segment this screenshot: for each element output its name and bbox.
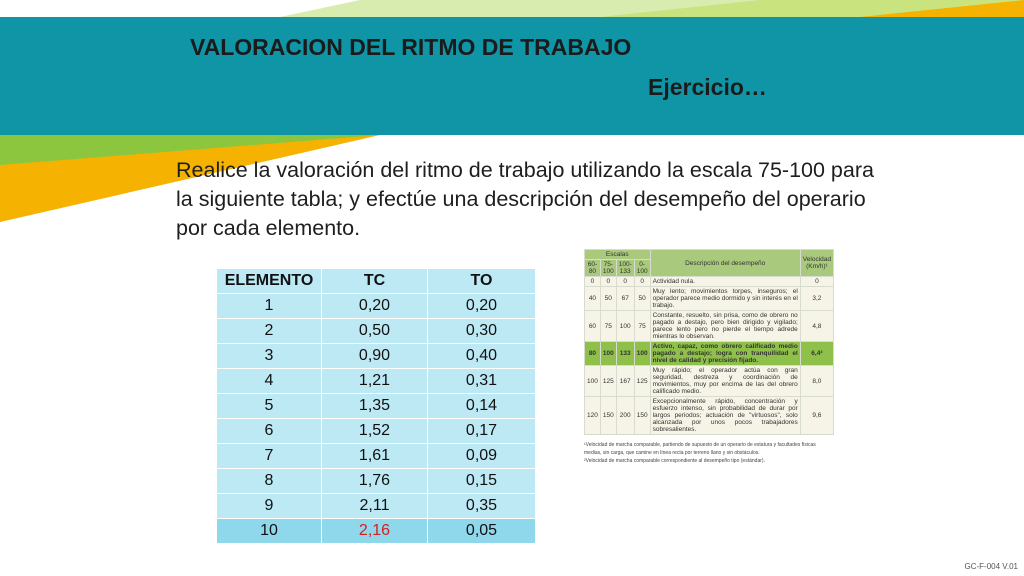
scale-cell: 120	[585, 397, 601, 435]
description-cell: Actividad nula.	[650, 277, 800, 287]
cell-to: 0,20	[428, 294, 536, 319]
cell-tc: 1,61	[322, 444, 428, 469]
cell-tc: 1,35	[322, 394, 428, 419]
cell-elemento: 2	[217, 319, 322, 344]
cell-to: 0,15	[428, 469, 536, 494]
cell-tc: 2,11	[322, 494, 428, 519]
cell-elemento: 10	[217, 519, 322, 544]
rating-scale-table	[584, 249, 834, 435]
cell-tc-highlighted: 2,16	[322, 519, 428, 544]
cell-elemento: 1	[217, 294, 322, 319]
scale-cell: 133	[616, 342, 634, 366]
description-cell: Muy rápido; el operador actúa con gran seguridad, destreza y coordinación de movimientos, muy por encima de las del obrero calificado medio.	[650, 366, 800, 397]
speed-cell: 9,6	[800, 397, 833, 435]
scale-header-100-133: 100-133	[616, 260, 634, 277]
scale-cell: 40	[585, 287, 601, 311]
cell-elemento: 6	[217, 419, 322, 444]
cell-tc: 0,90	[322, 344, 428, 369]
reference-scale-image	[584, 249, 834, 465]
speed-cell: 8,0	[800, 366, 833, 397]
scale-row	[585, 311, 834, 342]
scale-row	[585, 287, 834, 311]
elements-table	[216, 268, 536, 544]
scale-cell: 200	[616, 397, 634, 435]
cell-to: 0,05	[428, 519, 536, 544]
scale-header-60-80: 60-80	[585, 260, 601, 277]
table-row	[217, 344, 536, 369]
cell-to: 0,14	[428, 394, 536, 419]
scale-cell: 0	[585, 277, 601, 287]
scale-cell: 167	[616, 366, 634, 397]
scale-cell: 150	[634, 397, 650, 435]
scale-cell: 150	[600, 397, 616, 435]
slide-subtitle: Ejercicio…	[648, 74, 767, 100]
table-row	[217, 469, 536, 494]
description-header: Descripción del desempeño	[650, 250, 800, 277]
cell-elemento: 8	[217, 469, 322, 494]
cell-tc: 0,50	[322, 319, 428, 344]
scale-cell: 75	[634, 311, 650, 342]
description-cell: Activo, capaz, como obrero calificado medio pagado a destajo; logra con tranquilidad el nivel de calidad y precisión fijado.	[650, 342, 800, 366]
speed-cell: 0	[800, 277, 833, 287]
cell-elemento: 9	[217, 494, 322, 519]
speed-cell: 6,4²	[800, 342, 833, 366]
table-row	[217, 294, 536, 319]
table-header-row	[217, 269, 536, 294]
scales-group-header: Escalas	[585, 250, 651, 260]
description-cell: Constante, resuelto, sin prisa, como de obrero no pagado a destajo, pero bien dirigido y vigilado; parece lento pero no pierde el tiempo adrede mientras lo observan.	[650, 311, 800, 342]
document-code: GC-F-004 V.01	[964, 562, 1018, 571]
speed-cell: 4,8	[800, 311, 833, 342]
scale-row	[585, 397, 834, 435]
cell-tc: 1,76	[322, 469, 428, 494]
cell-to: 0,31	[428, 369, 536, 394]
cell-elemento: 4	[217, 369, 322, 394]
column-header-tc: TC	[322, 269, 428, 294]
table-row	[217, 319, 536, 344]
scale-header-0-100: 0-100	[634, 260, 650, 277]
scale-cell: 75	[600, 311, 616, 342]
slide-title: VALORACION DEL RITMO DE TRABAJO	[190, 34, 632, 60]
cell-to: 0,30	[428, 319, 536, 344]
cell-to: 0,40	[428, 344, 536, 369]
table-row	[217, 394, 536, 419]
column-header-elemento: ELEMENTO	[217, 269, 322, 294]
scale-cell: 0	[600, 277, 616, 287]
scale-cell: 100	[585, 366, 601, 397]
cell-tc: 0,20	[322, 294, 428, 319]
table-row	[217, 519, 536, 544]
scale-cell: 100	[616, 311, 634, 342]
table-row	[217, 494, 536, 519]
cell-to: 0,17	[428, 419, 536, 444]
scale-cell: 80	[585, 342, 601, 366]
cell-to: 0,35	[428, 494, 536, 519]
table-row	[217, 419, 536, 444]
speed-cell: 3,2	[800, 287, 833, 311]
table-row	[217, 369, 536, 394]
scale-cell: 50	[600, 287, 616, 311]
scale-cell: 125	[600, 366, 616, 397]
scale-row	[585, 277, 834, 287]
scale-cell: 100	[600, 342, 616, 366]
scale-cell: 0	[616, 277, 634, 287]
scale-row	[585, 366, 834, 397]
cell-elemento: 5	[217, 394, 322, 419]
scale-cell: 125	[634, 366, 650, 397]
footnote-1: ¹Velocidad de marcha comparable, partiendo de supuesto de un operario de estatura y facultades físicas medias, sin carga, que camine en línea recta por terreno llano y sin obstáculos.	[584, 442, 816, 456]
column-header-to: TO	[428, 269, 536, 294]
description-cell: Muy lento; movimientos torpes, inseguros; el operador parece medio dormido y sin interés en el trabajo.	[650, 287, 800, 311]
footnote-2: ²Velocidad de marcha comparable correspondiente al desempeño tipo (estándar).	[584, 458, 765, 464]
cell-tc: 1,52	[322, 419, 428, 444]
table-row	[217, 444, 536, 469]
scale-cell: 0	[634, 277, 650, 287]
scale-cell: 50	[634, 287, 650, 311]
cell-tc: 1,21	[322, 369, 428, 394]
scale-header-75-100: 75-100	[600, 260, 616, 277]
description-cell: Excepcionalmente rápido, concentración y esfuerzo intenso, sin probabilidad de durar por largos periodos; actuación de "virtuosos", solo alcanzada por unos pocos trabajadores sobresalientes.	[650, 397, 800, 435]
scale-cell: 67	[616, 287, 634, 311]
speed-header: Velocidad (Km/h)¹	[800, 250, 833, 277]
cell-to: 0,09	[428, 444, 536, 469]
instructions-text: Realice la valoración del ritmo de trabajo utilizando la escala 75-100 para la siguiente tabla; y efectúe una descripción del desempeño del operario por cada elemento.	[176, 158, 874, 240]
scale-cell: 60	[585, 311, 601, 342]
cell-elemento: 3	[217, 344, 322, 369]
scale-cell: 100	[634, 342, 650, 366]
scale-row-standard	[585, 342, 834, 366]
cell-elemento: 7	[217, 444, 322, 469]
